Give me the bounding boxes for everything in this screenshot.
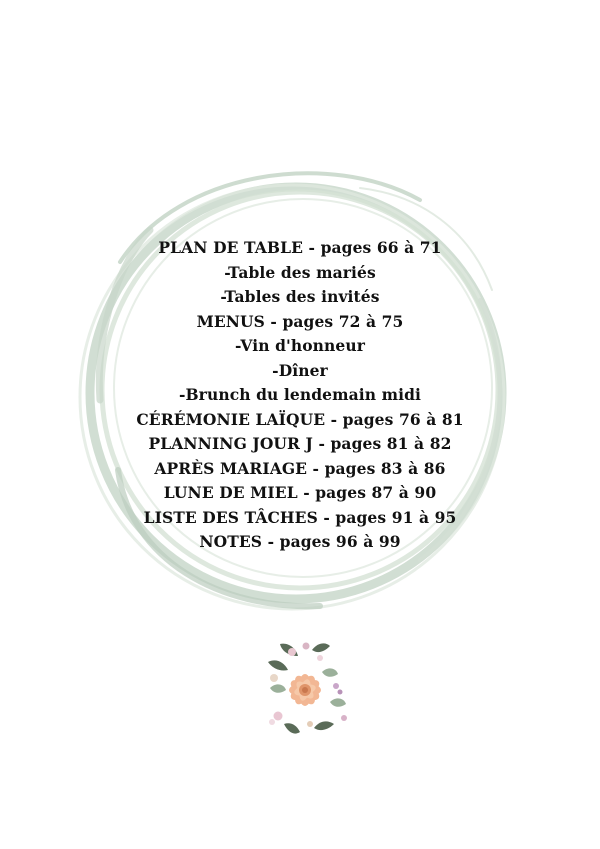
toc-line-brunch: -Brunch du lendemain midi: [178, 385, 422, 404]
flower-bouquet-icon: [250, 632, 360, 747]
toc-line-ceremonie-laique: CÉRÉMONIE LAÏQUE - pages 76 à 81: [136, 409, 464, 429]
toc-line-diner: -Dîner: [272, 360, 328, 380]
toc-line-liste-des-taches: LISTE DES TÂCHES - pages 91 à 95: [143, 507, 457, 527]
toc-line-apres-mariage: APRÈS MARIAGE - pages 83 à 86: [154, 458, 446, 478]
toc-line-menus: MENUS - pages 72 à 75: [196, 311, 404, 331]
toc-line-vin-d-honneur: -Vin d'honneur: [234, 336, 366, 355]
toc-line-table-des-maries: -Table des mariés: [224, 262, 376, 282]
toc-line-plan-de-table: PLAN DE TABLE - pages 66 à 71: [158, 238, 442, 257]
toc-line-notes: NOTES - pages 96 à 99: [199, 532, 401, 551]
toc-line-lune-de-miel: LUNE DE MIEL - pages 87 à 90: [163, 483, 437, 502]
table-of-contents: [0, 236, 600, 555]
toc-line-planning-jour-j: PLANNING JOUR J - pages 81 à 82: [148, 434, 452, 453]
toc-line-tables-des-invites: -Tables des invités: [220, 287, 380, 306]
